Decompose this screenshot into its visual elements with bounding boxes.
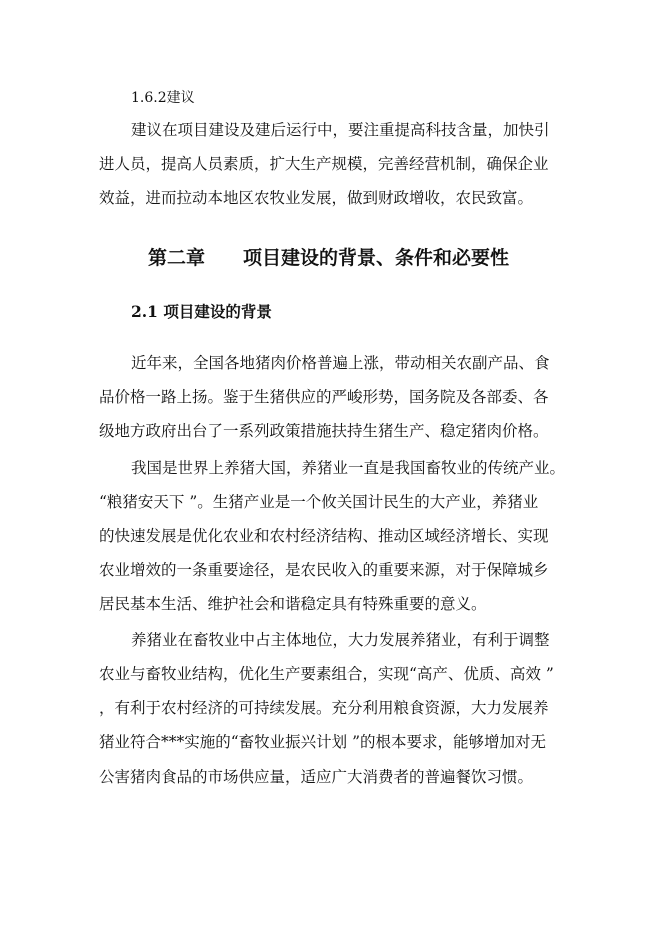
paragraph-line: 进人员，提高人员素质，扩大生产规模，完善经营机制，确保企业: [99, 155, 549, 173]
paragraph-line: 近年来，全国各地猪肉价格普遍上涨，带动相关农副产品、食: [131, 354, 550, 372]
section-heading-2-1: 2.1 项目建设的背景: [131, 302, 272, 321]
paragraph-line: 的快速发展是优化农业和农村经济结构、推动区域经济增长、实现: [99, 527, 549, 545]
paragraph-line: 居民基本生活、维护社会和谐稳定具有特殊重要的意义。: [99, 595, 487, 613]
paragraph-line: 我国是世界上养猪大国，养猪业一直是我国畜牧业的传统产业。: [131, 459, 566, 477]
paragraph-line: ，有利于农村经济的可持续发展。充分利用粮食资源，大力发展养: [99, 699, 549, 717]
paragraph-line: 效益，进而拉动本地区农牧业发展，做到财政增收，农民致富。: [99, 189, 534, 207]
paragraph-line: 公害猪肉食品的市场供应量，适应广大消费者的普遍餐饮习惯。: [99, 768, 534, 786]
paragraph-line: 猪业符合***实施的“畜牧业振兴计划 ”的根本要求，能够增加对无: [99, 733, 547, 751]
chapter-number: 第二章: [148, 247, 206, 269]
paragraph-line: “粮猪安天下 ”。生猪产业是一个攸关国计民生的大产业，养猪业: [99, 493, 539, 511]
paragraph-line: 农业与畜牧业结构，优化生产要素组合，实现“高产、优质、高效 ”: [99, 665, 554, 683]
paragraph-line: 级地方政府出台了一系列政策措施扶持生猪生产、稳定猪肉价格。: [99, 422, 549, 440]
chapter-title: 项目建设的背景、条件和必要性: [243, 247, 510, 269]
paragraph-line: 农业增效的一条重要途径，是农民收入的重要来源，对于保障城乡: [99, 561, 549, 579]
paragraph-line: 品价格一路上扬。鉴于生猪供应的严峻形势，国务院及各部委、各: [99, 388, 549, 406]
paragraph-line: 养猪业在畜牧业中占主体地位，大力发展养猪业，有利于调整: [131, 631, 550, 649]
paragraph-line: 建议在项目建设及建后运行中，要注重提高科技含量，加快引: [131, 121, 550, 139]
section-heading-1-6-2: 1.6.2建议: [131, 90, 195, 106]
